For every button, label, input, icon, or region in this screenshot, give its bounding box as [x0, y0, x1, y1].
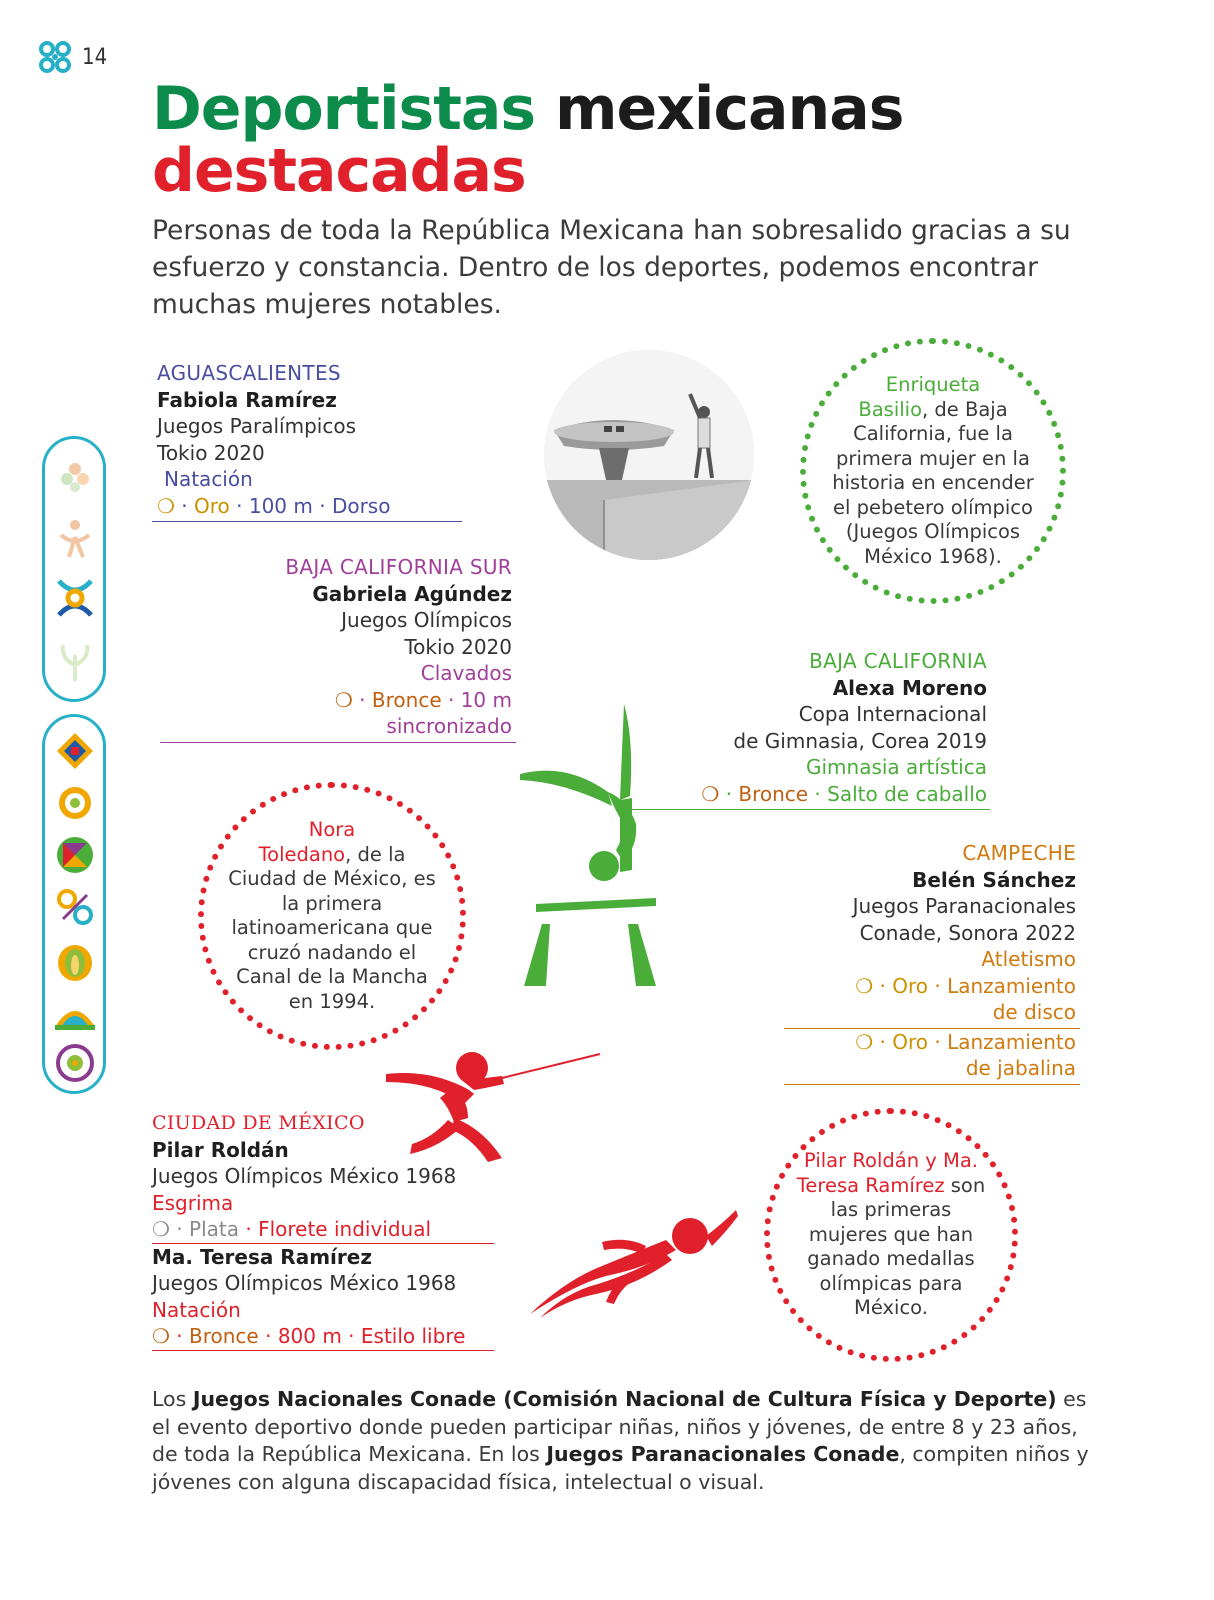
divider [152, 1350, 494, 1351]
event-line-2: Conade, Sonora 2022 [859, 920, 1076, 945]
dancer-icon [53, 573, 97, 623]
state-label: CAMPECHE [962, 841, 1076, 865]
sun-icon [55, 1043, 95, 1083]
pale-plant-icon [55, 635, 95, 685]
medal-detail-1: 10 m [460, 687, 512, 712]
divider [152, 521, 462, 522]
medal-type: Plata [189, 1217, 239, 1241]
medal-type: Bronce [371, 687, 442, 712]
bubble-text: , de Baja California, fue la primera mujer en la historia en encender el pebetero olímpico (Juegos Olímpicos México 1968). [832, 397, 1034, 568]
event-line-1: Juegos Olímpicos México 1968 [152, 1164, 457, 1188]
entry-campeche [784, 840, 1080, 1085]
bubble-name-2: Basilio [858, 397, 922, 421]
sport-label: Natación [164, 467, 253, 491]
medal-line-1: ❍ · Plata · Florete individual [152, 1217, 432, 1241]
athlete-name: Fabiola Ramírez [157, 387, 337, 412]
medal-icon: ❍ [855, 973, 874, 998]
divider [784, 1084, 1080, 1085]
medal-type: Oro [892, 1029, 928, 1054]
state-label: BAJA CALIFORNIA [809, 649, 987, 673]
torch-photo [544, 350, 754, 560]
page-header [38, 40, 107, 74]
sport-label-1: Esgrima [152, 1190, 234, 1215]
event-line-1: Juegos Olímpicos [341, 608, 512, 632]
event-line-1: Juegos Paralímpicos [157, 414, 356, 438]
cauldron-icon [544, 350, 754, 560]
athlete-name-2: Ma. Teresa Ramírez [152, 1244, 372, 1269]
title-word-3: destacadas [152, 136, 526, 206]
medal-icon: ❍ [152, 1324, 170, 1348]
footer-paragraph [152, 1386, 1092, 1496]
page-number: 14 [82, 44, 108, 70]
medal-line: ❍ · Oro · 100 m · Dorso [157, 493, 391, 518]
medal-line: ❍ · Bronce · Salto de caballo [701, 781, 987, 806]
pilar-bubble [764, 1108, 1018, 1362]
entry-aguascalientes [152, 360, 462, 522]
title-word-2: mexicanas [555, 74, 904, 144]
medal-detail-cont: de disco [992, 1000, 1076, 1024]
diamond-icon [55, 731, 95, 771]
medal-type: Oro [892, 973, 928, 998]
state-label: AGUASCALIENTES [157, 361, 341, 385]
athlete-name: Alexa Moreno [832, 675, 987, 700]
medal-detail-2: sincronizado [386, 714, 512, 738]
gymnast-icon [516, 700, 666, 992]
title-word-1: Deportistas [152, 74, 536, 144]
page-title [152, 74, 904, 206]
bubble-text: , de la Ciudad de México, es la primera latinoamericana que cruzó nadando el Canal de la Mancha en 1994. [228, 842, 436, 1013]
swimmer-icon [526, 1206, 740, 1324]
footer-text-1: Los [152, 1387, 193, 1411]
state-label: BAJA CALIFORNIA SUR [285, 555, 512, 579]
medal-line-2: ❍ · Bronce · 800 m · Estilo libre [152, 1324, 466, 1348]
pale-figure-icon [55, 517, 95, 561]
medal-detail: Salto de caballo [827, 781, 987, 806]
footer-text-2: es el evento deportivo donde pueden participar niñas, niños y jóvenes, de entre 8 y 23 años, de toda la República Mexicana. En los [152, 1387, 1087, 1466]
athlete-name: Belén Sánchez [912, 867, 1076, 892]
event-line-1: Juegos Paranacionales [852, 894, 1076, 918]
intro-paragraph: Personas de toda la República Mexicana han sobresalido gracias a su esfuerzo y constancia. Dentro de los deportes, podemos encontrar muchas mujeres notables. [152, 215, 1071, 320]
state-label: CIUDAD DE MÉXICO [152, 1112, 365, 1134]
sidebar-bottom-box [42, 714, 106, 1094]
medal-line-1: ❍ · Oro · Lanzamiento [855, 973, 1076, 998]
square-weave-icon [55, 835, 95, 875]
medal-icon: ❍ [334, 687, 353, 712]
medal-icon: ❍ [701, 781, 720, 806]
sidebar-top-box [42, 436, 106, 702]
footer-bold-2: Juegos Paranacionales Conade [546, 1442, 900, 1466]
medal-detail: 800 m · Estilo libre [277, 1324, 466, 1348]
event-line-2: de Gimnasia, Corea 2019 [733, 728, 987, 753]
medal-type: Oro [194, 493, 230, 518]
bubble-names: Pilar Roldán y Ma. Teresa Ramírez [796, 1149, 978, 1197]
sport-label: Clavados [420, 661, 512, 685]
pale-flower-icon [55, 457, 95, 497]
nora-bubble [198, 782, 466, 1050]
footer-text-3: , compiten niños y jóvenes con alguna discapacidad física, intelectual o visual. [152, 1442, 1089, 1494]
medal-detail: Florete individual [258, 1217, 432, 1241]
sport-label: Gimnasia artística [805, 755, 987, 779]
entry-baja-california [620, 648, 990, 810]
medal-icon: ❍ [152, 1217, 170, 1241]
medal-type: Bronce [738, 781, 809, 806]
medal-icon: ❍ [157, 493, 175, 518]
entry-baja-california-sur [160, 554, 516, 743]
medal-line-2: ❍ · Oro · Lanzamiento [855, 1029, 1076, 1054]
footer-bold-1: Juegos Nacionales Conade (Comisión Nacional de Cultura Física y Deporte) [192, 1387, 1057, 1411]
fan-icon [53, 993, 97, 1033]
rings-icon [55, 887, 95, 927]
lotus-icon [55, 939, 95, 983]
enriqueta-bubble [800, 338, 1066, 604]
bubble-name-1: Enriqueta [885, 373, 981, 396]
athlete-name: Gabriela Agúndez [312, 581, 512, 606]
event-line-2: Juegos Olímpicos México 1968 [152, 1271, 457, 1295]
entry-ciudad-de-mexico [152, 1110, 494, 1351]
bubble-name-2: Toledano [258, 842, 346, 866]
flower-logo-icon [38, 40, 72, 74]
medal-icon: ❍ [855, 1029, 874, 1054]
medal-detail: Lanzamiento [947, 973, 1076, 998]
medal-type: Bronce [189, 1324, 259, 1348]
sport-label: Atletismo [981, 947, 1076, 971]
medal-detail: 100 m · Dorso [248, 493, 391, 518]
bubble-name-1: Nora [308, 818, 356, 841]
sport-label-2: Natación [152, 1297, 241, 1322]
spiral-icon [55, 783, 95, 823]
event-line-2: Tokio 2020 [404, 634, 512, 659]
event-line-1: Copa Internacional [798, 702, 987, 726]
medal-detail-cont: de jabalina [965, 1056, 1076, 1080]
medal-line: ❍ · Bronce · 10 m [334, 687, 512, 712]
divider [620, 809, 990, 810]
athlete-name-1: Pilar Roldán [152, 1137, 289, 1162]
event-line-2: Tokio 2020 [157, 440, 265, 465]
medal-detail: Lanzamiento [947, 1029, 1076, 1054]
bubble-text: son las primeras mujeres que han ganado medallas olímpicas para México. [807, 1173, 986, 1320]
divider [160, 742, 516, 743]
